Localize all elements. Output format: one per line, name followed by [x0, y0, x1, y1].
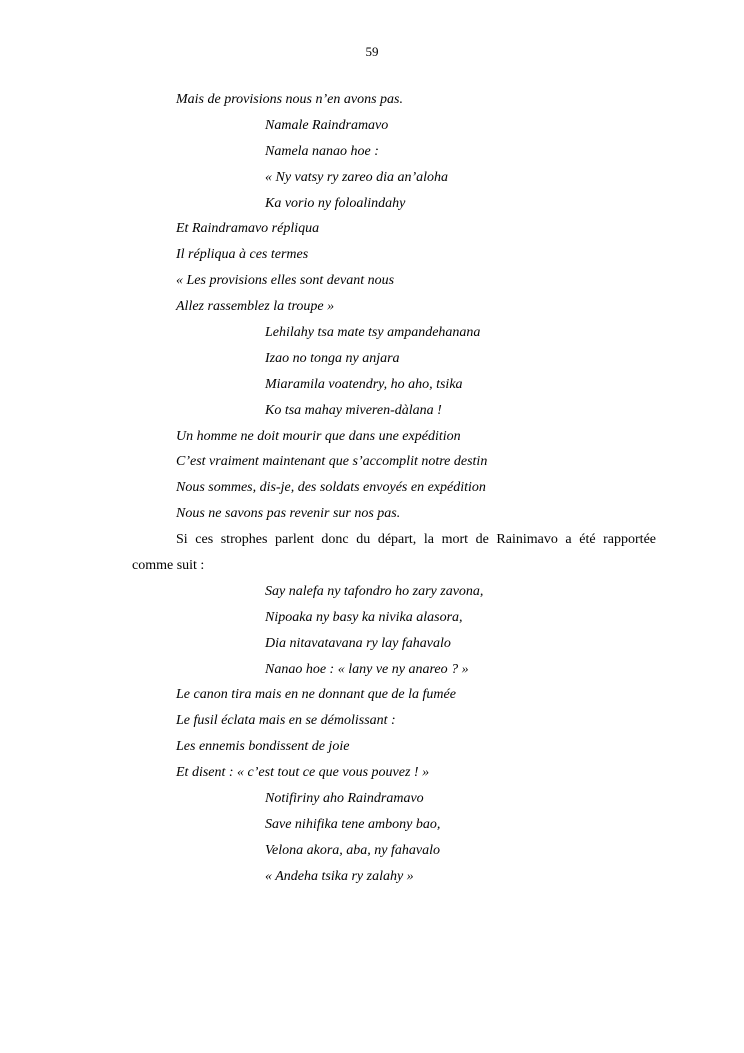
verse-line-malagasy: « Ny vatsy ry zareo dia an’aloha	[265, 169, 449, 185]
verse-line-french: Les ennemis bondissent de joie	[176, 739, 350, 755]
body-paragraph-line: comme suit :	[132, 558, 205, 574]
verse-line-french: « Les provisions elles sont devant nous	[176, 273, 395, 289]
verse-line-french: Allez rassemblez la troupe »	[176, 299, 335, 315]
verse-line-malagasy: Notifiriny aho Raindramavo	[265, 791, 424, 807]
verse-line-french: Mais de provisions nous n’en avons pas.	[176, 92, 403, 107]
verse-line-malagasy: Dia nitavatavana ry lay fahavalo	[265, 635, 451, 651]
verse-line-malagasy: Namale Raindramavo	[265, 117, 389, 133]
verse-line-malagasy: Miaramila voatendry, ho aho, tsika	[265, 376, 463, 392]
verse-line-french: Et disent : « c’est tout ce que vous pouvez ! »	[176, 765, 430, 781]
verse-line-french: C’est vraiment maintenant que s’accomplit notre destin	[176, 454, 488, 470]
verse-line-malagasy: Lehilahy tsa mate tsy ampandehanana	[265, 325, 481, 341]
verse-line-french: Un homme ne doit mourir que dans une expédition	[176, 428, 461, 444]
verse-line-french: Le canon tira mais en ne donnant que de la fumée	[176, 687, 456, 703]
verse-line-french: Le fusil éclata mais en se démolissant :	[176, 713, 396, 729]
body-paragraph-line: Si ces strophes parlent donc du départ, la mort de Rainimavo a été rapportée	[176, 532, 656, 548]
verse-line-malagasy: « Andeha tsika ry zalahy »	[265, 868, 414, 884]
verse-line-malagasy: Velona akora, aba, ny fahavalo	[265, 842, 440, 858]
verse-line-malagasy: Izao no tonga ny anjara	[265, 350, 400, 366]
verse-line-malagasy: Say nalefa ny tafondro ho zary zavona,	[265, 583, 484, 599]
verse-line-malagasy: Nanao hoe : « lany ve ny anareo ? »	[265, 661, 469, 677]
verse-line-french: Il répliqua à ces termes	[176, 247, 309, 263]
verse-line-french: Nous sommes, dis-je, des soldats envoyés en expédition	[176, 480, 486, 496]
verse-line-malagasy: Ka vorio ny foloalindahy	[265, 195, 406, 211]
verse-line-malagasy: Save nihifika tene ambony bao,	[265, 816, 441, 832]
text-body	[0, 87, 744, 890]
page-number: 59	[365, 44, 379, 59]
verse-line-malagasy: Namela nanao hoe :	[265, 143, 379, 159]
verse-line-malagasy: Nipoaka ny basy ka nivika alasora,	[265, 609, 463, 625]
verse-line-french: Et Raindramavo répliqua	[176, 221, 320, 237]
verse-line-french: Nous ne savons pas revenir sur nos pas.	[176, 506, 401, 522]
verse-line-malagasy: Ko tsa mahay miveren-dàlana !	[265, 402, 442, 418]
